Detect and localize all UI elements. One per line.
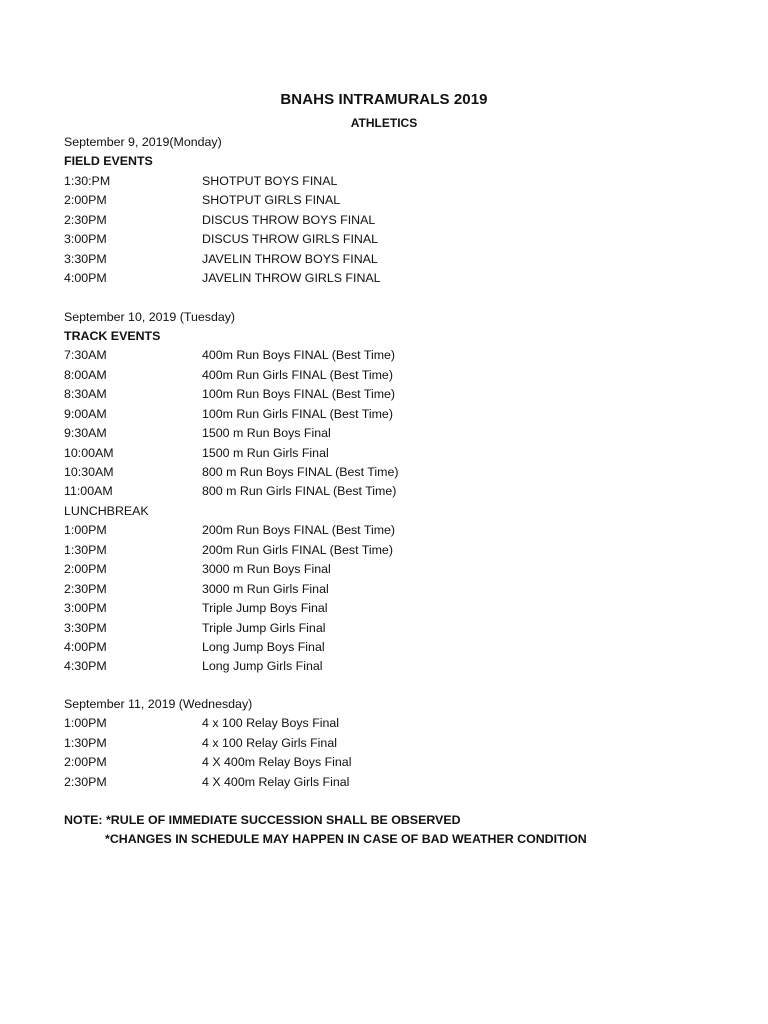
schedule-row — [64, 734, 724, 753]
day3-rows — [64, 714, 724, 792]
schedule-event: SHOTPUT GIRLS FINAL — [202, 193, 341, 208]
schedule-row — [64, 599, 724, 618]
day2-morning-rows — [64, 346, 724, 502]
schedule-time: 11:00AM — [64, 484, 113, 499]
document-title: BNAHS INTRAMURALS 2019 — [280, 91, 488, 108]
schedule-row — [64, 172, 724, 191]
schedule-time: 3:00PM — [64, 601, 107, 616]
day3-schedule — [64, 695, 724, 792]
schedule-time: 2:00PM — [64, 755, 107, 770]
schedule-row — [64, 521, 724, 540]
schedule-event: Long Jump Girls Final — [202, 659, 323, 674]
schedule-event: 4 X 400m Relay Girls Final — [202, 774, 350, 789]
schedule-event: JAVELIN THROW GIRLS FINAL — [202, 271, 381, 286]
schedule-event: SHOTPUT BOYS FINAL — [202, 173, 338, 188]
schedule-row — [64, 191, 724, 210]
day1-schedule — [64, 133, 724, 289]
schedule-time: 4:00PM — [64, 271, 107, 286]
schedule-event: DISCUS THROW BOYS FINAL — [202, 212, 376, 227]
schedule-row — [64, 541, 724, 560]
day2-date: September 10, 2019 (Tuesday) — [64, 309, 236, 324]
schedule-row — [64, 211, 724, 230]
schedule-row — [64, 444, 724, 463]
schedule-time: 7:30AM — [64, 348, 107, 363]
schedule-time: 1:30PM — [64, 542, 107, 557]
schedule-event: 3000 m Run Girls Final — [202, 581, 329, 596]
schedule-row — [64, 346, 724, 365]
schedule-time: 9:00AM — [64, 406, 107, 421]
schedule-time: 8:00AM — [64, 367, 107, 382]
schedule-time: 9:30AM — [64, 426, 107, 441]
schedule-event: 4 x 100 Relay Boys Final — [202, 716, 340, 731]
schedule-time: 10:30AM — [64, 465, 114, 479]
schedule-row — [64, 366, 724, 385]
schedule-row — [64, 463, 724, 482]
schedule-row — [64, 714, 724, 733]
schedule-event: 100m Run Girls FINAL (Best Time) — [202, 406, 393, 421]
schedule-time: 4:30PM — [64, 659, 107, 674]
schedule-row — [64, 250, 724, 269]
schedule-row — [64, 482, 724, 501]
schedule-event: JAVELIN THROW BOYS FINAL — [202, 251, 378, 266]
schedule-event: 1500 m Run Boys Final — [202, 426, 331, 441]
schedule-time: 2:30PM — [64, 581, 107, 596]
schedule-time: 8:30AM — [64, 387, 107, 402]
schedule-event: 1500 m Run Girls Final — [202, 445, 329, 460]
schedule-time: 3:30PM — [64, 251, 107, 266]
document-subtitle: ATHLETICS — [350, 116, 418, 130]
schedule-time: 2:30PM — [64, 774, 107, 789]
schedule-row — [64, 638, 724, 657]
schedule-event: 4 x 100 Relay Girls Final — [202, 735, 337, 750]
day1-rows — [64, 172, 724, 289]
schedule-event: 400m Run Girls FINAL (Best Time) — [202, 367, 393, 382]
day2-section-heading: TRACK EVENTS — [64, 328, 161, 343]
schedule-time: 3:30PM — [64, 620, 107, 635]
schedule-row — [64, 560, 724, 579]
schedule-event: 200m Run Girls FINAL (Best Time) — [202, 542, 393, 557]
day1-date: September 9, 2019(Monday) — [64, 135, 222, 149]
schedule-event: 200m Run Boys FINAL (Best Time) — [202, 523, 396, 538]
schedule-row — [64, 269, 724, 288]
day1-section-heading: FIELD EVENTS — [64, 154, 153, 169]
schedule-row — [64, 405, 724, 424]
schedule-row — [64, 230, 724, 249]
schedule-row — [64, 657, 724, 676]
schedule-row — [64, 773, 724, 792]
schedule-event: Triple Jump Boys Final — [202, 601, 328, 616]
schedule-row — [64, 424, 724, 443]
schedule-row — [64, 619, 724, 638]
schedule-event: Long Jump Boys Final — [202, 639, 325, 654]
schedule-time: 1:00PM — [64, 523, 107, 538]
schedule-event: DISCUS THROW GIRLS FINAL — [202, 232, 379, 247]
day3-date: September 11, 2019 (Wednesday) — [64, 697, 253, 711]
schedule-event: 800 m Run Girls FINAL (Best Time) — [202, 484, 397, 499]
schedule-time: 1:00PM — [64, 716, 107, 731]
schedule-time: 1:30:PM — [64, 173, 111, 188]
notes-section — [64, 811, 744, 850]
note-line-1: NOTE: *RULE OF IMMEDIATE SUCCESSION SHALL BE OBSERVED — [64, 813, 461, 827]
day2-afternoon-rows — [64, 521, 724, 677]
day2-schedule — [64, 308, 724, 677]
schedule-event: 3000 m Run Boys Final — [202, 562, 331, 577]
schedule-time: 10:00AM — [64, 445, 114, 460]
schedule-time: 2:00PM — [64, 562, 107, 577]
schedule-time: 1:30PM — [64, 735, 107, 750]
schedule-row — [64, 580, 724, 599]
schedule-event: Triple Jump Girls Final — [202, 620, 326, 635]
schedule-row — [64, 385, 724, 404]
schedule-time: 2:30PM — [64, 212, 107, 227]
schedule-row — [64, 753, 724, 772]
schedule-event: 100m Run Boys FINAL (Best Time) — [202, 387, 396, 402]
schedule-time: 3:00PM — [64, 232, 107, 247]
schedule-event: 800 m Run Boys FINAL (Best Time) — [202, 465, 399, 479]
note-line-2: *CHANGES IN SCHEDULE MAY HAPPEN IN CASE OF BAD WEATHER CONDITION — [105, 832, 587, 847]
lunch-break-label: LUNCHBREAK — [64, 503, 149, 518]
schedule-time: 2:00PM — [64, 193, 107, 208]
schedule-event: 400m Run Boys FINAL (Best Time) — [202, 348, 396, 363]
schedule-event: 4 X 400m Relay Boys Final — [202, 755, 352, 770]
schedule-time: 4:00PM — [64, 639, 107, 654]
